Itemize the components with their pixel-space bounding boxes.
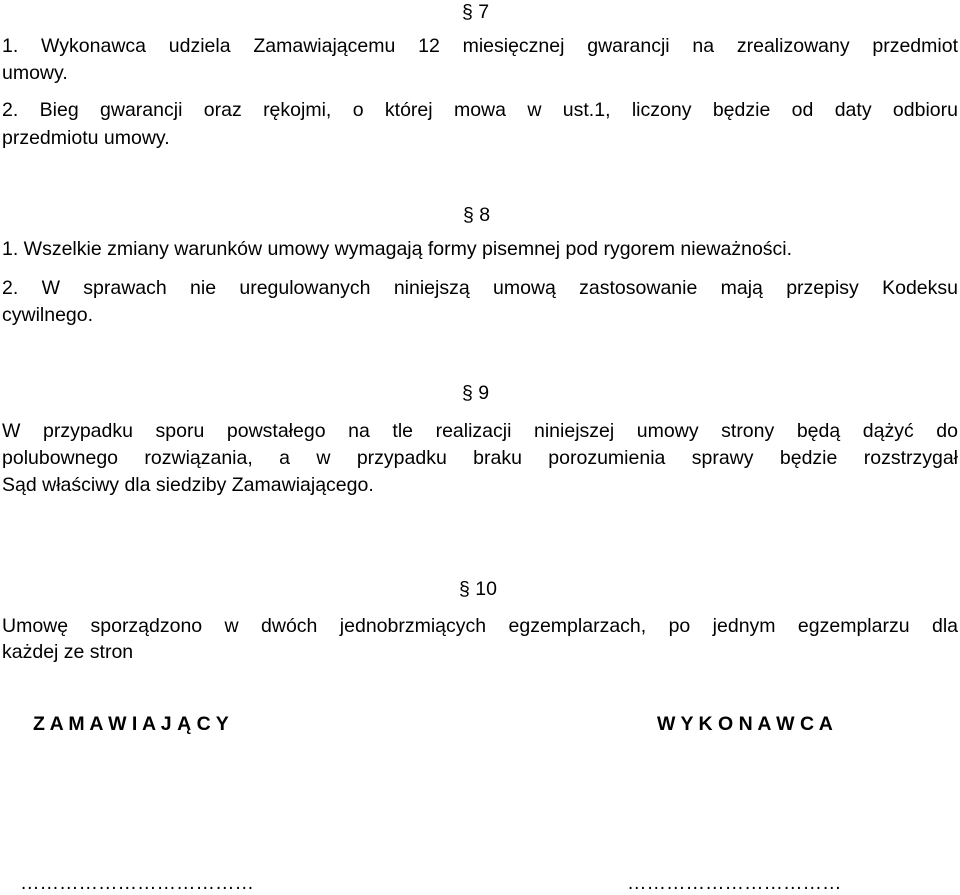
section-7-p2-line2: przedmiotu umowy.: [2, 127, 170, 149]
signature-label-zamawiajacy: Z A M A W I A J Ą C Y: [33, 713, 229, 735]
section-8-p2-line2: cywilnego.: [2, 304, 94, 326]
signature-line-right: ……………………………: [627, 872, 842, 894]
section-10-p1-line1: Umowę sporządzono w dwóch jednobrzmiących egzemplarzach, po jednym egzemplarzu dla: [2, 615, 958, 637]
signature-line-left: ………………………………: [20, 872, 254, 894]
signature-label-wykonawca: W Y K O N A W C A: [657, 713, 833, 735]
section-8-p1-line1: 1. Wszelkie zmiany warunków umowy wymagają formy pisemnej pod rygorem nieważności.: [2, 238, 793, 260]
section-10-heading: § 10: [459, 578, 497, 600]
section-8-heading: § 8: [463, 204, 491, 226]
section-7-p2-line1: 2. Bieg gwarancji oraz rękojmi, o której mowa w ust.1, liczony będzie od daty odbioru: [2, 99, 958, 121]
section-9-heading: § 9: [462, 382, 490, 404]
section-7-p1-line2: umowy.: [2, 62, 68, 84]
section-8-p2-line1: 2. W sprawach nie uregulowanych niniejszą umową zastosowanie mają przepisy Kodeksu: [2, 277, 958, 299]
section-7-heading: § 7: [462, 1, 490, 23]
section-7-p1-line1: 1. Wykonawca udziela Zamawiającemu 12 miesięcznej gwarancji na zrealizowany przedmiot: [2, 35, 958, 57]
section-9-p1-line1: W przypadku sporu powstałego na tle realizacji niniejszej umowy strony będą dążyć do: [2, 420, 958, 442]
section-9-p1-line3: Sąd właściwy dla siedziby Zamawiającego.: [2, 474, 374, 496]
section-9-p1-line2: polubownego rozwiązania, a w przypadku braku porozumienia sprawy będzie rozstrzygał: [2, 447, 958, 469]
section-10-p1-line2: każdej ze stron: [2, 641, 134, 663]
